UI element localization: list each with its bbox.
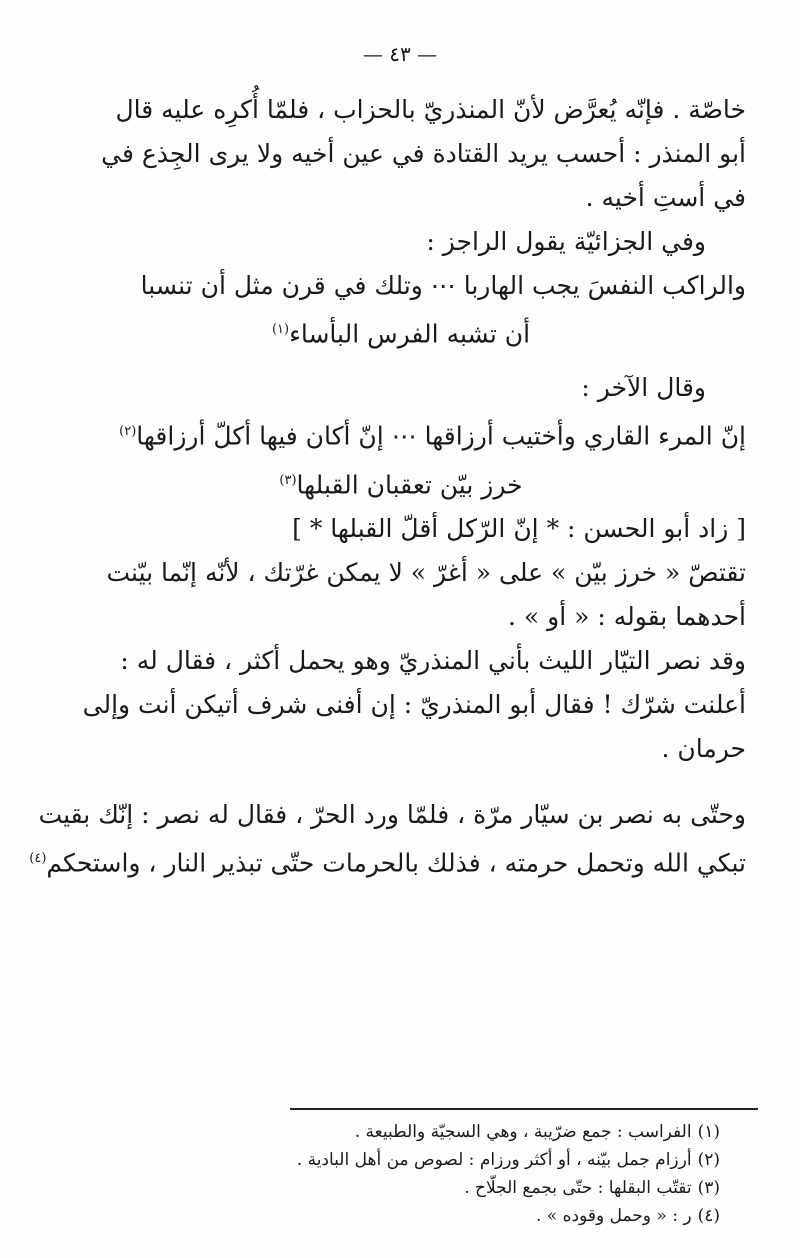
footnote-text: الفراسب : جمع ضرّيبة ، وهي السجيّة والطبيعة . [354,1122,692,1142]
text-line: حرمان . [661,733,746,763]
text-line: في أستِ أخيه . [585,183,746,212]
verse-line [56,308,746,356]
footnote-item [400,1174,720,1202]
footnote-item [354,1118,720,1146]
verse-text: أن تشبه الفرس البأساء [289,319,531,349]
footnote-text: تقتّب البقلها : حتّى بجمع الجلّاح . [464,1178,692,1198]
footnote-divider [290,1108,758,1110]
footnote-item [400,1202,720,1230]
text-line: وقد نصر التيّار الليث بأني المنذريّ وهو يحمل أكثر ، فقال له : [120,645,746,675]
footnote-ref: (٤) [29,850,47,866]
page-number: — ٤٣ — [362,42,438,66]
main-text [29,88,746,885]
text-line: أعلنت شرّك ! فقال أبو المنذريّ : إن أفنى شرف أتيكن أنت وإلى [82,689,746,719]
text-span: تبكي الله وتحمل حرمته ، فذلك بالحرمات حتّى تبذير النار ، واستحكم [46,848,746,878]
verse-line [56,410,746,458]
text-line: خاصّة . فإنّه يُعرَّض لأنّ المنذريّ بالحزاب ، فلمّا أُكرِه عليه قال [115,95,746,124]
footnote-number: (٢) [697,1150,720,1170]
footnotes [296,1118,720,1230]
footnote-ref: (٢) [119,424,137,440]
text-line: أبو المنذر : أحسب يريد القتادة في عين أخيه ولا يرى الجِذع في [101,139,746,168]
text-line: تقتصّ « خرز بيّن » على « أغرّ » لا يمكن غرّتك ، لأنّه إنّما بيّنت [106,557,746,587]
text-line [29,837,746,885]
footnote-text: ر : « وحمل وقوده » . [535,1206,692,1226]
verse-text: إنّ المرء القاري وأختيب أرزاقها ⋯ إنّ أكان فيها أكلّ أرزاقها [136,421,746,451]
footnote-item [296,1146,720,1174]
verse-text: والراكب النفسَ يجب الهاربا ⋯ وتلك في قرن مثل أن تنسبا [140,271,746,300]
verse-line [56,459,746,507]
text-line: [ زاد أبو الحسن : * إنّ الرّكل أقلّ القبلها * ] [292,513,746,543]
footnote-number: (٣) [697,1178,720,1198]
footnote-number: (٤) [697,1206,720,1226]
verse-text: خرز بيّن تعقبان القبلها [296,469,523,499]
text-line: وقال الآخر : [581,373,706,403]
verse-line [56,264,746,308]
footnote-ref: (١) [271,322,290,337]
footnote-number: (١) [697,1122,720,1142]
footnote-text: أرزام جمل بيّنه ، أو أكثر ورزام : لصوص من أهل البادية . [296,1150,692,1170]
text-line: وحتّى به نصر بن سيّار مرّة ، فلمّا ورد الحرّ ، فقال له نصر : إنّك بقيت [38,799,746,829]
footnote-ref: (٣) [279,472,297,488]
text-line: وفي الجزائيّة يقول الراجز : [426,227,706,256]
text-line: أحدهما بقوله : « أو » . [508,601,746,631]
